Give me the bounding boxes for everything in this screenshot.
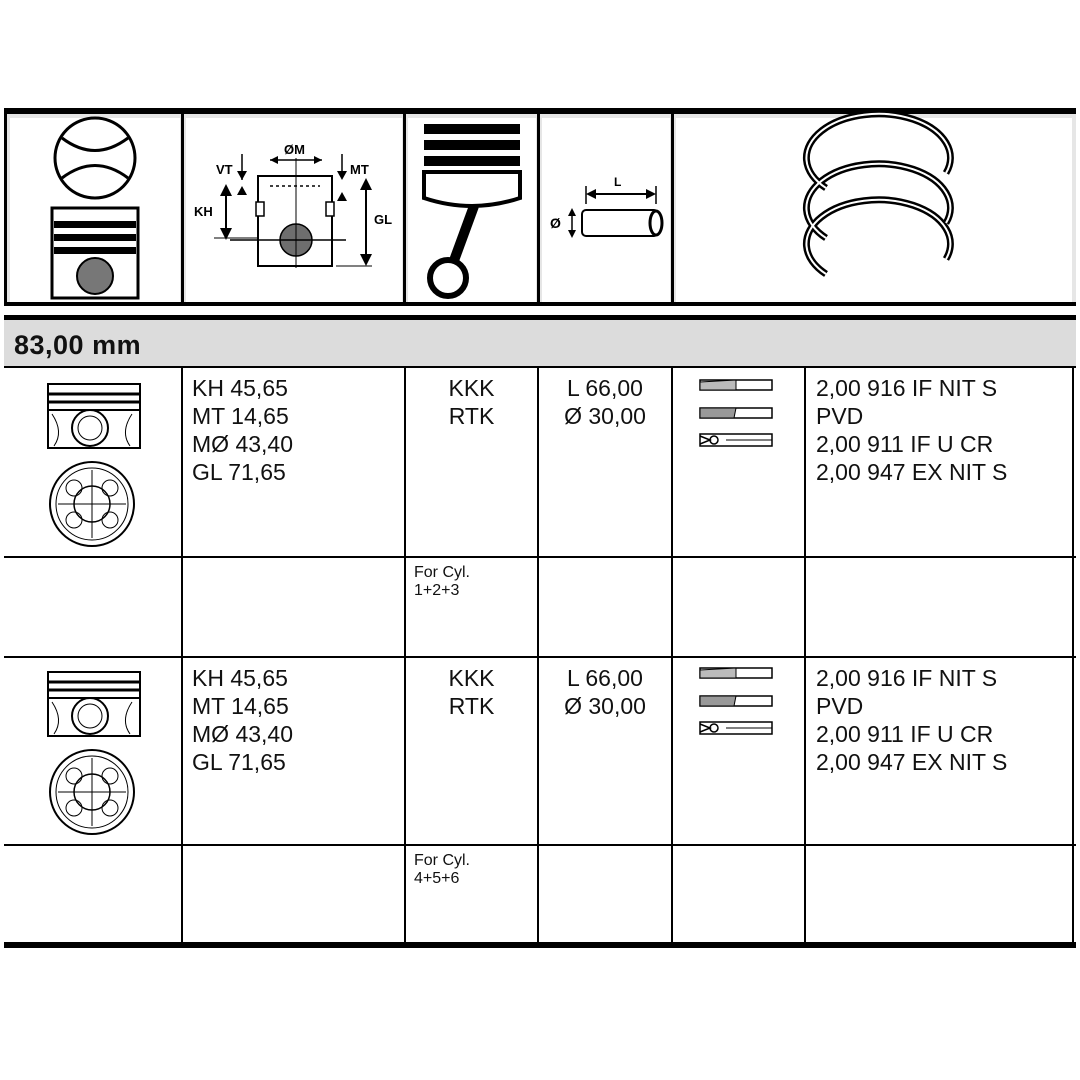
kh-label: KH xyxy=(194,204,213,219)
row2-ring-3: 2,00 947 EX NIT S xyxy=(816,749,1008,775)
row1-dim-m: MØ 43,40 xyxy=(192,431,293,457)
row2-rings xyxy=(816,664,1007,776)
mt-label: MT xyxy=(350,162,369,177)
row-divider xyxy=(4,844,1076,846)
row2-code-kkk: KKK xyxy=(448,665,495,691)
row1-ring-2: 2,00 911 IF U CR xyxy=(816,431,994,457)
row2-ring-2: 2,00 911 IF U CR xyxy=(816,721,994,747)
row1-note-label: For Cyl. xyxy=(414,564,470,581)
row2-dim-mt: MT 14,65 xyxy=(192,693,289,719)
row1-pin xyxy=(539,374,671,430)
row2-codes xyxy=(406,664,537,720)
piston-drawing-icon xyxy=(44,380,144,550)
header-divider xyxy=(403,108,406,306)
column-divider xyxy=(804,366,806,944)
column-divider xyxy=(181,366,183,944)
row1-code-rtk: RTK xyxy=(448,403,495,429)
header-divider xyxy=(671,108,674,306)
row1-codes xyxy=(406,374,537,430)
header-bottom-border xyxy=(4,302,1076,306)
vt-label: VT xyxy=(216,162,233,177)
column-divider xyxy=(404,366,406,944)
row2-ring-1: 2,00 916 IF NIT S xyxy=(816,665,998,691)
row2-note-cylinders: 4+5+6 xyxy=(414,870,460,887)
column-divider xyxy=(671,366,673,944)
row2-code-rtk: RTK xyxy=(448,693,495,719)
row1-dim-gl: GL 71,65 xyxy=(192,459,286,485)
row1-rings xyxy=(816,374,1007,486)
row2-dim-kh: KH 45,65 xyxy=(192,665,288,691)
row1-note-cylinders: 1+2+3 xyxy=(414,582,460,599)
row2-dim-m: MØ 43,40 xyxy=(192,721,293,747)
connecting-rod-icon xyxy=(408,118,536,302)
row2-dim-gl: GL 71,65 xyxy=(192,749,286,775)
row1-code-kkk: KKK xyxy=(448,375,495,401)
section-bottom-border xyxy=(4,366,1076,368)
row-divider xyxy=(4,656,1076,658)
row1-dim-mt: MT 14,65 xyxy=(192,403,289,429)
column-divider xyxy=(1072,366,1074,944)
row2-pin xyxy=(539,664,671,720)
piston-pin-icon xyxy=(542,118,670,302)
header-divider xyxy=(181,108,184,306)
row1-note xyxy=(414,564,470,600)
row1-ring-3: 2,00 947 EX NIT S xyxy=(816,459,1008,485)
ring-profile-icon xyxy=(696,666,776,746)
row1-ring-1: 2,00 916 IF NIT S xyxy=(816,375,998,401)
gl-label: GL xyxy=(374,212,393,227)
piston-dimension-diagram-icon xyxy=(186,118,402,302)
column-divider xyxy=(537,366,539,944)
diameter-m-label: ØM xyxy=(284,142,305,157)
piston-assembly-icon xyxy=(40,118,160,302)
row2-pin-diameter: Ø 30,00 xyxy=(564,693,646,719)
row1-pin-length: L 66,00 xyxy=(567,375,643,401)
header-top-border xyxy=(4,108,1076,114)
size-section-bar xyxy=(4,320,1076,366)
row2-dimensions xyxy=(192,664,293,776)
header-divider xyxy=(4,108,7,306)
row2-ring-coating: PVD xyxy=(816,693,864,719)
row1-dimensions xyxy=(192,374,293,486)
row1-ring-coating: PVD xyxy=(816,403,864,429)
row1-pin-diameter: Ø 30,00 xyxy=(564,403,646,429)
ring-profile-icon xyxy=(696,378,776,458)
pin-diameter-label: Ø xyxy=(550,215,561,231)
length-label: L xyxy=(614,175,622,189)
row-divider xyxy=(4,556,1076,558)
row2-note-label: For Cyl. xyxy=(414,852,470,869)
header-divider xyxy=(537,108,540,306)
table-bottom-border xyxy=(4,942,1076,948)
size-section-title: 83,00 mm xyxy=(14,330,142,360)
piston-rings-icon xyxy=(676,118,1072,302)
row2-note xyxy=(414,852,470,888)
row2-pin-length: L 66,00 xyxy=(567,665,643,691)
section-top-border xyxy=(4,315,1076,320)
piston-drawing-icon xyxy=(44,668,144,838)
row1-dim-kh: KH 45,65 xyxy=(192,375,288,401)
